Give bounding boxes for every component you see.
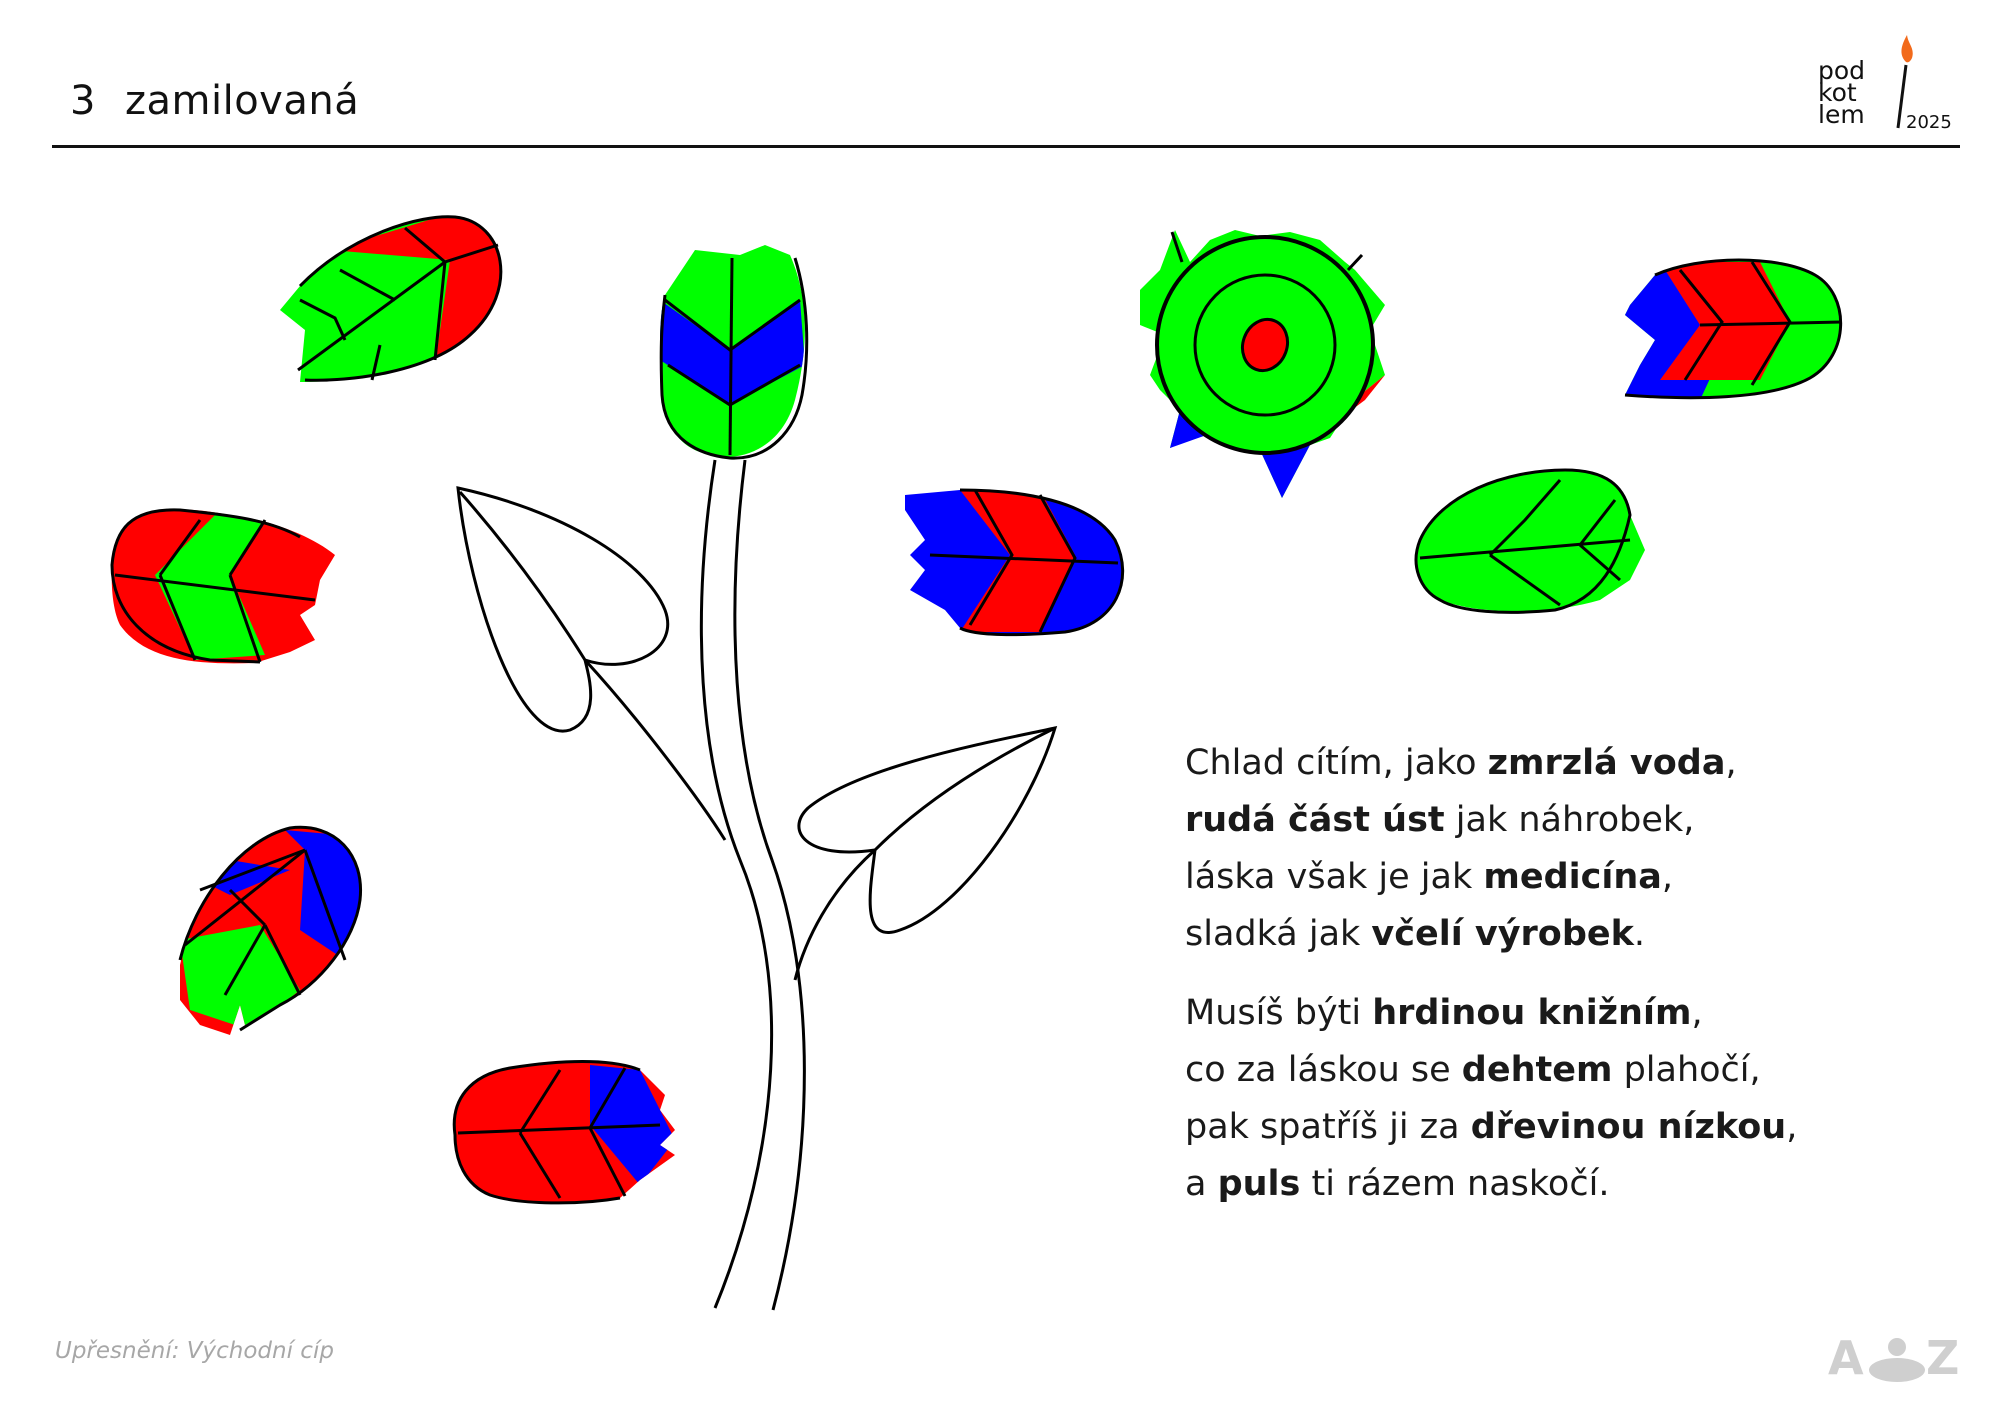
- sun-icon: [1140, 230, 1385, 498]
- page-title: zamilovaná: [125, 78, 360, 124]
- poem-line: [1185, 985, 1797, 1042]
- a-z-logo: [1828, 1333, 1958, 1383]
- poem-segment: ti rázem naskočí.: [1300, 1164, 1610, 1204]
- poem-bold-segment: dehtem: [1461, 1050, 1613, 1090]
- poem-segment: plahočí,: [1612, 1050, 1761, 1090]
- poem-bold-segment: zmrzlá voda: [1487, 743, 1726, 783]
- poem-segment: pak spatříš ji za: [1185, 1107, 1471, 1147]
- poem-segment: sladká jak: [1185, 914, 1372, 954]
- poem-segment: ,: [1725, 743, 1737, 783]
- poem-segment: ,: [1786, 1107, 1798, 1147]
- poem-stanza: [1185, 985, 1797, 1213]
- puzzle-number: 3: [70, 78, 96, 124]
- leaf-icon: [1615, 250, 1855, 410]
- poem-segment: ,: [1661, 857, 1674, 897]
- poem-segment: co za láskou se: [1185, 1050, 1462, 1090]
- az-logo-z: Z: [1926, 1331, 1960, 1385]
- poem-bold-segment: medicína: [1483, 857, 1662, 897]
- poem-bold-segment: puls: [1217, 1164, 1301, 1204]
- logo-year: 2025: [1906, 112, 1952, 133]
- poem-segment: Chlad cítím, jako: [1185, 743, 1488, 783]
- poem-line: [1185, 1042, 1797, 1099]
- poem-line: [1185, 906, 1797, 963]
- leaf-icon: [170, 820, 370, 1040]
- poem-line: [1185, 849, 1797, 906]
- poem-line: [1185, 1099, 1797, 1156]
- poem-stanza: [1185, 735, 1797, 963]
- poem-line: [1185, 1156, 1797, 1213]
- logo-word-lem: lem: [1818, 100, 1865, 129]
- poem-text: [1185, 735, 1797, 1235]
- poem-bold-segment: hrdinou knižním: [1372, 993, 1692, 1033]
- poem-segment: .: [1633, 914, 1646, 954]
- az-logo-figure-icon: [1866, 1337, 1928, 1383]
- az-logo-a: A: [1828, 1331, 1864, 1385]
- poem-segment: jak náhrobek,: [1444, 800, 1695, 840]
- leaf-icon: [100, 500, 350, 670]
- poem-line: [1185, 735, 1797, 792]
- footer-note: Upřesnění: Východní cíp: [55, 1338, 334, 1364]
- poem-segment: láska však je jak: [1185, 857, 1484, 897]
- poem-segment: a: [1185, 1164, 1218, 1204]
- poem-segment: ,: [1691, 993, 1703, 1033]
- poem-bold-segment: včelí výrobek: [1371, 914, 1634, 954]
- poem-bold-segment: dřevinou nízkou: [1470, 1107, 1787, 1147]
- logo-word-kot: kot: [1818, 78, 1857, 107]
- leaf-icon: [650, 240, 820, 470]
- poem-line: [1185, 792, 1797, 849]
- poem-bold-segment: rudá část úst: [1185, 800, 1445, 840]
- poem-segment: Musíš býti: [1185, 993, 1373, 1033]
- logo-word-pod: pod: [1818, 56, 1866, 85]
